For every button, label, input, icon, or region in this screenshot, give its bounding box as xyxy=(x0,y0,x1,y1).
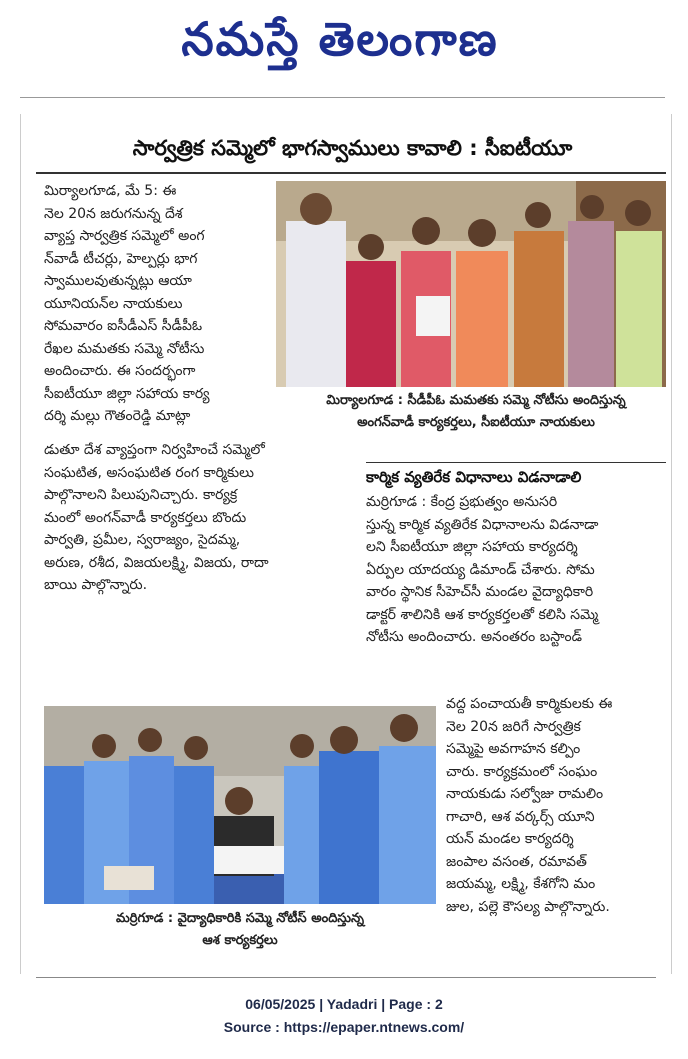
article1-photo xyxy=(276,181,666,387)
subhead-rule xyxy=(366,462,666,463)
headline-rule xyxy=(36,172,666,174)
footer-date-line: 06/05/2025 | Yadadri | Page : 2 xyxy=(245,996,443,1012)
headline: సార్వత్రిక సమ్మెలో భాగస్వాములు కావాలి : సీఐటీయూ xyxy=(132,136,573,160)
masthead-rule xyxy=(20,97,665,98)
article2-text-bottom: వద్ద పంచాయతీ కార్మికులకు ఈ నెల 20న జరిగే సార్వత్రిక సమ్మెపై అవగాహన కల్పిం చారు. కార్యక్రమంలో సంఘం నాయకుడు సల్వోజు రామలిం గాచారి, ఆశ వర్కర్స్ యూని యన్ మండల కార్యదర్శి జంపాల వసంత, రమావత్ జయమ్మ, లక్ష్మి, కేశగోని మం జుల, పల్లె కౌసల్య పాల్గొన్నారు. xyxy=(446,696,613,915)
footer-source-line: Source : https://epaper.ntnews.com/ xyxy=(223,1019,465,1035)
article2-photo xyxy=(44,706,436,904)
article2-column-bottom xyxy=(446,693,666,918)
article2-text-top: మర్రిగూడ : కేంద్ర ప్రభుత్వం అనుసరి స్తున్న కార్మిక వ్యతిరేక విధానాలను విడనాడా లని సీఐటీయూ జిల్లా సహాయ కార్యదర్శి ఏర్పుల యాదయ్య డిమాండ్ చేశారు. సోమ వారం స్థానిక సీహెచ్‌సీ మండల వైద్యాధికారి డాక్టర్ శాలినికి ఆశ కార్యకర్తలతో కలిసి సమ్మె నోటీసు అందించారు. అనంతరం బస్టాండ్ xyxy=(366,494,599,645)
masthead xyxy=(0,0,688,95)
article2-column-top xyxy=(366,491,666,649)
article1-photo-caption: మిర్యాలగూడ : సీడీపీఓ మమతకు సమ్మె నోటీసు అందిస్తున్న అంగన్‌వాడీ కార్యకర్తలు, సీఐటీయూ నాయకులు xyxy=(326,393,626,430)
article1-column-left xyxy=(44,180,268,428)
bottom-rule xyxy=(36,977,656,978)
article1-text-left: మిర్యాలగూడ, మే 5: ఈ నెల 20న జరుగనున్న దేశ వ్యాప్త సార్వత్రిక సమ్మెలో అంగ న్‌వాడీ టీచర్లు, హెల్పర్లు భాగ స్వాములవుతున్నట్లు ఆయా యూనియన్‌ల నాయకులు సోమవారం ఐసీడీఎస్ సీడీపీఓ రేఖల మమతకు సమ్మె నోటీసు అందించారు. ఈ సందర్భంగా సీఐటీయూ జిల్లా సహాయ కార్య దర్శి మల్లు గౌతంరెడ్డి మాట్లా xyxy=(44,183,210,424)
article2-photo-caption: మర్రిగూడ : వైద్యాధికారికి సమ్మె నోటీస్ అందిస్తున్న ఆశ కార్యకర్తలు xyxy=(116,911,364,948)
article1-column-wide xyxy=(44,439,360,597)
article1-text-wide: డుతూ దేశ వ్యాప్తంగా నిర్వహించే సమ్మెలో సంఘటిత, అసంఘటిత రంగ కార్మికులు పాల్గొనాలని పిలుపునిచ్చారు. కార్యక్ర మంలో అంగన్‌వాడీ కార్యకర్తలు బొందు పార్వతి, ప్రమీల, స్వరాజ్యం, సైదమ్మ, అరుణ, రశీద, విజయలక్ష్మి, విజయ, రాదా బాయి పాల్గొన్నారు. xyxy=(44,442,269,593)
newspaper-logo: నమస్తే తెలంగాణ xyxy=(181,12,499,66)
article2-subhead: కార్మిక వ్యతిరేక విధానాలు విడనాడాలి xyxy=(366,468,582,486)
